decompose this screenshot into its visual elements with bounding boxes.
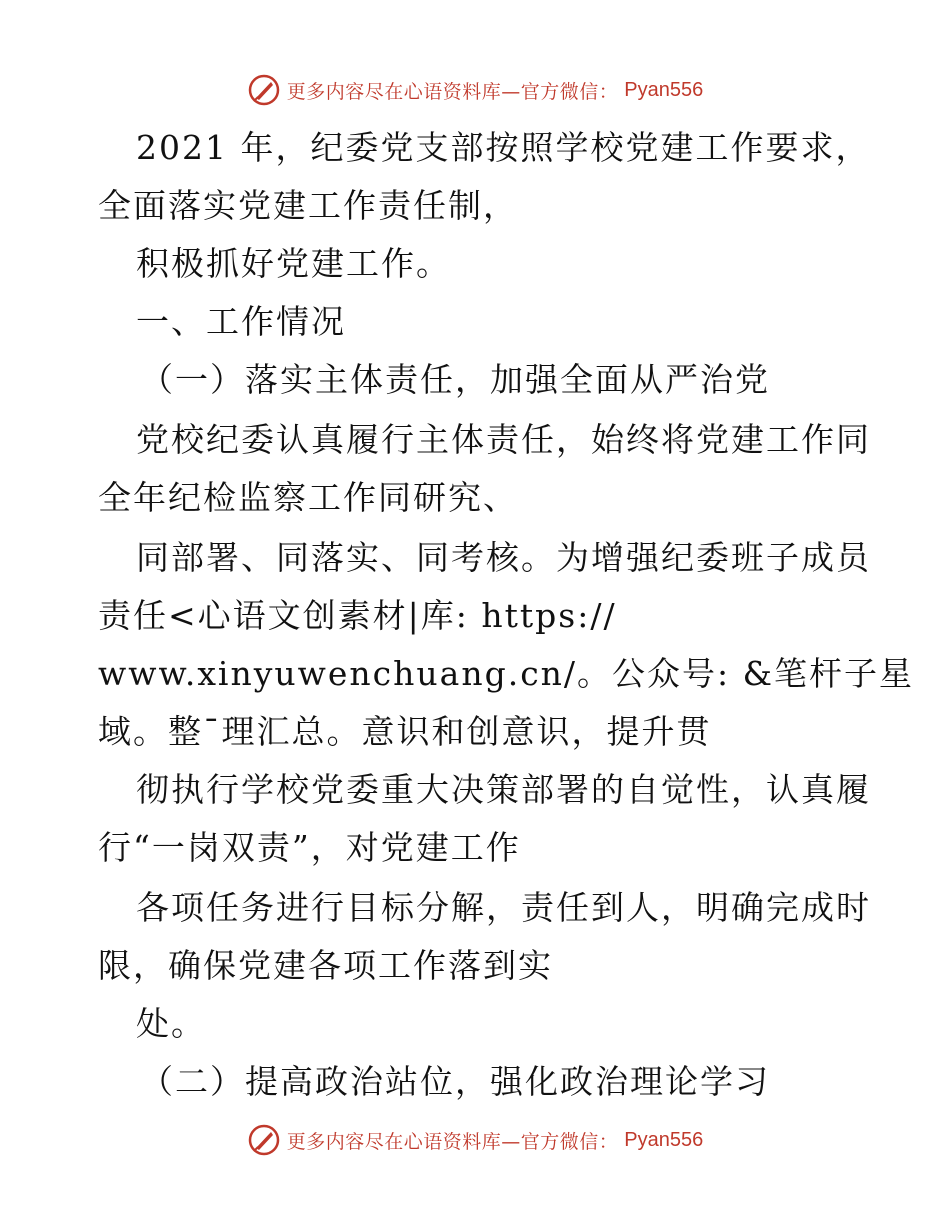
text-line: 2021 年，纪委党支部按照学校党建工作要求，	[136, 128, 871, 167]
text-line: 同部署、同落实、同考核。为增强纪委班子成员	[136, 538, 871, 577]
text-line: 处。	[136, 1004, 206, 1043]
quill-logo-icon	[247, 73, 281, 107]
watermark-text: 更多内容尽在心语资料库—官方微信：	[286, 80, 619, 103]
section-heading: 一、工作情况	[136, 302, 346, 341]
text-line: 彻执行学校党委重大决策部署的自觉性，认真履	[136, 770, 871, 809]
text-line: 行“一岗双责”，对党建工作	[98, 828, 521, 867]
watermark-wechat-id: Pyan556	[624, 1128, 704, 1151]
watermark-text: 更多内容尽在心语资料库—官方微信：	[286, 1130, 619, 1153]
subsection-heading: （二）提高政治站位，强化政治理论学习	[140, 1062, 770, 1101]
text-line: 限，确保党建各项工作落到实	[98, 946, 553, 985]
text-line: 积极抓好党建工作。	[136, 244, 451, 283]
header-watermark	[0, 70, 950, 110]
text-line: 责任<心语文创素材|库: https://	[98, 596, 617, 635]
text-line: www.xinyuwenchuang.cn/。公众号: &笔杆子星	[98, 654, 915, 693]
text-line: 党校纪委认真履行主体责任，始终将党建工作同	[136, 420, 871, 459]
quill-logo-icon	[247, 1123, 281, 1157]
text-line: 全面落实党建工作责任制，	[98, 186, 518, 225]
text-line: 全年纪检监察工作同研究、	[98, 478, 518, 517]
watermark-wechat-id: Pyan556	[624, 78, 704, 101]
footer-watermark	[0, 1120, 950, 1160]
text-line: 域。整¯理汇总。意识和创意识，提升贯	[98, 712, 712, 751]
text-line: 各项任务进行目标分解，责任到人，明确完成时	[136, 888, 871, 927]
subsection-heading: （一）落实主体责任，加强全面从严治党	[140, 360, 770, 399]
